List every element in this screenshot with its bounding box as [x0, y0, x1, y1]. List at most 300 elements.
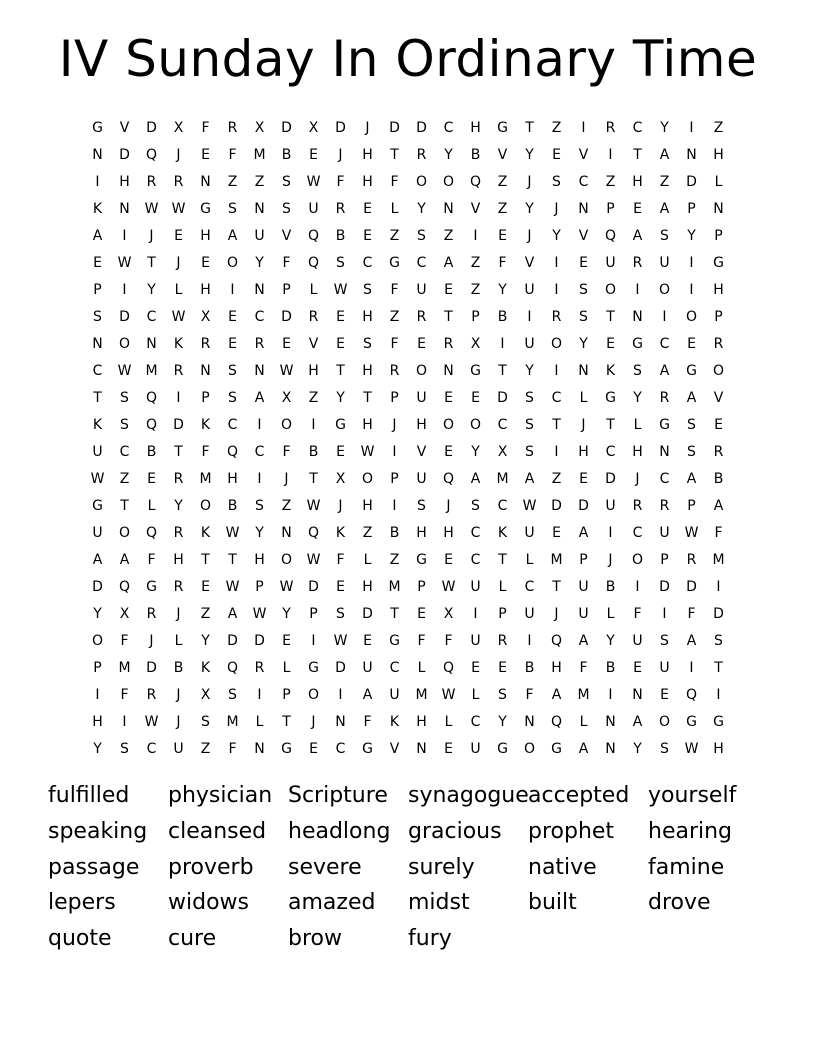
grid-letter: F [525, 686, 534, 703]
grid-letter: M [577, 686, 590, 703]
grid-letter: L [174, 632, 183, 649]
grid-letter: T [363, 389, 372, 406]
grid-letter: J [338, 497, 343, 514]
grid-letter: Q [685, 686, 698, 703]
grid-letter: G [335, 416, 346, 433]
grid-letter: O [631, 551, 644, 568]
grid-letter: I [95, 173, 100, 190]
grid-letter: O [658, 713, 671, 730]
grid-letter: C [416, 254, 427, 271]
grid-letter: C [146, 740, 157, 757]
grid-letter: I [257, 470, 262, 487]
grid-letter: I [581, 119, 586, 136]
grid-letter: P [282, 281, 291, 298]
grid-letter: W [279, 362, 294, 379]
grid-letter: Q [226, 659, 239, 676]
grid-letter: L [471, 686, 480, 703]
grid-letter: U [578, 605, 589, 622]
grid-letter: R [173, 362, 184, 379]
page-title: IV Sunday In Ordinary Time [58, 30, 758, 88]
grid-letter: I [635, 281, 640, 298]
word-bank-item: famine [648, 854, 725, 880]
grid-letter: R [254, 335, 265, 352]
grid-letter: C [362, 254, 373, 271]
grid-letter: F [714, 524, 723, 541]
grid-letter: T [174, 443, 183, 460]
grid-letter: S [417, 227, 426, 244]
grid-letter: C [470, 713, 481, 730]
grid-letter: W [252, 605, 267, 622]
grid-letter: I [554, 254, 559, 271]
grid-letter: G [497, 119, 508, 136]
grid-letter: U [470, 740, 481, 757]
grid-letter: I [95, 686, 100, 703]
grid-letter: F [687, 605, 696, 622]
word-bank-item: built [528, 890, 577, 916]
grid-letter: S [120, 740, 129, 757]
grid-letter: V [578, 227, 589, 244]
grid-row [84, 168, 732, 195]
grid-letter: N [713, 200, 724, 217]
grid-letter: Y [93, 740, 102, 757]
grid-letter: X [173, 119, 184, 136]
grid-letter: U [416, 281, 427, 298]
grid-letter: I [257, 686, 262, 703]
grid-letter: S [579, 308, 588, 325]
grid-letter: W [225, 524, 240, 541]
grid-letter: B [281, 146, 292, 163]
grid-letter: E [228, 335, 237, 352]
grid-letter: P [579, 551, 588, 568]
grid-letter: E [201, 578, 210, 595]
grid-letter: R [416, 308, 427, 325]
grid-letter: Q [307, 254, 320, 271]
grid-row [84, 546, 732, 573]
grid-letter: H [416, 524, 427, 541]
grid-letter: A [632, 713, 643, 730]
grid-letter: H [416, 416, 427, 433]
grid-letter: R [173, 173, 184, 190]
grid-letter: D [605, 470, 616, 487]
grid-letter: G [686, 362, 697, 379]
grid-letter: U [362, 659, 373, 676]
grid-letter: S [120, 416, 129, 433]
grid-letter: Y [471, 443, 480, 460]
grid-letter: Y [201, 632, 210, 649]
grid-letter: P [282, 686, 291, 703]
grid-letter: H [362, 308, 373, 325]
grid-letter: D [686, 173, 697, 190]
grid-letter: Q [550, 632, 563, 649]
grid-letter: A [443, 254, 454, 271]
grid-letter: T [633, 146, 642, 163]
grid-letter: A [578, 524, 589, 541]
grid-letter: P [390, 389, 399, 406]
grid-letter: Z [200, 605, 211, 622]
grid-letter: I [338, 686, 343, 703]
grid-letter: U [524, 281, 535, 298]
grid-letter: T [390, 146, 399, 163]
grid-letter: B [146, 443, 157, 460]
grid-letter: K [605, 362, 616, 379]
grid-letter: A [362, 686, 373, 703]
grid-letter: P [687, 497, 696, 514]
grid-letter: A [578, 632, 589, 649]
grid-letter: B [389, 524, 400, 541]
grid-letter: N [92, 146, 103, 163]
grid-letter: C [443, 119, 454, 136]
grid-letter: I [392, 443, 397, 460]
grid-letter: E [228, 308, 237, 325]
grid-letter: W [90, 470, 105, 487]
grid-letter: B [605, 578, 616, 595]
grid-letter: E [336, 308, 345, 325]
grid-letter: H [92, 713, 103, 730]
grid-letter: Q [307, 524, 320, 541]
grid-letter: S [471, 497, 480, 514]
grid-letter: L [606, 605, 615, 622]
grid-letter: E [336, 443, 345, 460]
word-bank-item: physician [168, 783, 273, 808]
grid-letter: X [443, 605, 454, 622]
grid-letter: U [659, 524, 670, 541]
word-bank-item: Scripture [288, 783, 388, 808]
grid-letter: W [684, 524, 699, 541]
grid-letter: D [92, 578, 103, 595]
grid-letter: W [333, 632, 348, 649]
grid-letter: U [605, 497, 616, 514]
grid-letter: D [119, 308, 130, 325]
grid-letter: B [173, 659, 184, 676]
grid-letter: X [335, 470, 346, 487]
grid-letter: S [633, 362, 642, 379]
grid-letter: T [309, 470, 318, 487]
grid-letter: L [390, 200, 399, 217]
grid-letter: S [228, 362, 237, 379]
grid-letter: H [200, 227, 211, 244]
grid-letter: P [201, 389, 210, 406]
grid-row [84, 735, 732, 762]
word-bank-item: prophet [528, 818, 615, 844]
grid-letter: G [389, 632, 400, 649]
grid-letter: V [119, 119, 130, 136]
grid-letter: Q [145, 389, 158, 406]
grid-letter: Y [687, 227, 696, 244]
word-bank-item: synagogue [408, 783, 529, 808]
grid-letter: S [498, 686, 507, 703]
grid-letter: X [200, 308, 211, 325]
grid-letter: T [336, 362, 345, 379]
grid-letter: J [176, 254, 181, 271]
grid-letter: L [174, 281, 183, 298]
grid-letter: E [363, 632, 372, 649]
grid-letter: S [120, 389, 129, 406]
grid-letter: L [498, 578, 507, 595]
grid-letter: E [201, 254, 210, 271]
grid-letter: Z [281, 497, 292, 514]
grid-letter: U [578, 578, 589, 595]
grid-letter: L [633, 416, 642, 433]
grid-row [84, 627, 732, 654]
grid-letter: X [497, 443, 508, 460]
grid-letter: K [335, 524, 346, 541]
grid-letter: A [227, 227, 238, 244]
grid-letter: W [522, 497, 537, 514]
grid-letter: R [173, 578, 184, 595]
grid-letter: R [173, 470, 184, 487]
grid-letter: G [92, 119, 103, 136]
grid-letter: E [579, 254, 588, 271]
grid-letter: G [200, 200, 211, 217]
grid-letter: T [552, 578, 561, 595]
grid-letter: F [579, 659, 588, 676]
grid-letter: Y [498, 713, 507, 730]
grid-letter: B [524, 659, 535, 676]
grid-letter: V [308, 335, 319, 352]
grid-letter: D [713, 605, 724, 622]
grid-letter: Y [633, 740, 642, 757]
grid-letter: C [524, 578, 535, 595]
grid-letter: I [608, 686, 613, 703]
grid-letter: F [633, 605, 642, 622]
word-bank-item: severe [288, 854, 362, 880]
grid-letter: J [554, 605, 559, 622]
grid-letter: O [280, 416, 293, 433]
grid-letter: O [604, 281, 617, 298]
grid-letter: D [389, 119, 400, 136]
grid-letter: I [311, 632, 316, 649]
grid-letter: E [417, 335, 426, 352]
grid-letter: I [716, 578, 721, 595]
word-bank-item: brow [288, 926, 342, 952]
grid-letter: S [336, 605, 345, 622]
grid-letter: Z [443, 227, 454, 244]
grid-letter: W [171, 200, 186, 217]
grid-letter: V [416, 443, 427, 460]
grid-letter: N [254, 740, 265, 757]
grid-row [84, 708, 732, 735]
grid-letter: G [146, 578, 157, 595]
grid-letter: I [392, 497, 397, 514]
grid-letter: E [201, 146, 210, 163]
grid-letter: N [605, 713, 616, 730]
grid-letter: Z [227, 173, 238, 190]
grid-letter: Y [633, 389, 642, 406]
grid-letter: Z [497, 173, 508, 190]
grid-letter: C [578, 173, 589, 190]
grid-letter: F [363, 713, 372, 730]
grid-letter: U [659, 254, 670, 271]
grid-letter: T [201, 551, 210, 568]
grid-letter: Y [525, 200, 534, 217]
grid-letter: M [253, 146, 266, 163]
grid-letter: C [335, 740, 346, 757]
grid-letter: F [336, 551, 345, 568]
grid-letter: U [524, 524, 535, 541]
grid-letter: I [500, 335, 505, 352]
grid-row [84, 276, 732, 303]
grid-letter: C [227, 416, 238, 433]
grid-letter: N [119, 200, 130, 217]
grid-letter: H [551, 659, 562, 676]
grid-letter: W [279, 578, 294, 595]
grid-letter: B [713, 470, 724, 487]
grid-letter: F [228, 146, 237, 163]
grid-letter: E [417, 605, 426, 622]
grid-letter: X [254, 119, 265, 136]
grid-letter: Y [417, 200, 426, 217]
grid-letter: A [713, 497, 724, 514]
grid-letter: E [282, 335, 291, 352]
grid-letter: S [363, 335, 372, 352]
grid-letter: Z [389, 551, 400, 568]
grid-letter: P [417, 578, 426, 595]
grid-letter: C [632, 524, 643, 541]
grid-letter: Z [713, 119, 724, 136]
grid-letter: A [686, 389, 697, 406]
grid-letter: J [311, 713, 316, 730]
grid-letter: F [390, 335, 399, 352]
grid-letter: D [497, 389, 508, 406]
word-bank-item: native [528, 854, 597, 880]
grid-letter: I [311, 416, 316, 433]
grid-letter: A [659, 362, 670, 379]
grid-letter: M [388, 578, 401, 595]
grid-letter: S [228, 200, 237, 217]
grid-letter: I [608, 524, 613, 541]
grid-letter: E [444, 443, 453, 460]
grid-letter: O [361, 470, 374, 487]
grid-letter: I [689, 281, 694, 298]
grid-row [84, 600, 732, 627]
grid-letter: Q [145, 416, 158, 433]
grid-letter: N [200, 173, 211, 190]
grid-letter: A [227, 605, 238, 622]
grid-letter: S [363, 281, 372, 298]
grid-letter: A [524, 470, 535, 487]
grid-letter: J [149, 227, 154, 244]
grid-letter: I [554, 281, 559, 298]
grid-letter: D [281, 308, 292, 325]
grid-row [84, 573, 732, 600]
grid-letter: T [147, 254, 156, 271]
grid-letter: T [714, 659, 723, 676]
grid-row [84, 438, 732, 465]
grid-letter: I [554, 443, 559, 460]
grid-letter: D [659, 578, 670, 595]
grid-letter: C [551, 389, 562, 406]
grid-letter: P [714, 227, 723, 244]
grid-letter: S [660, 740, 669, 757]
grid-letter: C [254, 308, 265, 325]
grid-letter: N [335, 713, 346, 730]
grid-letter: S [525, 389, 534, 406]
grid-letter: K [200, 659, 211, 676]
grid-letter: U [254, 227, 265, 244]
grid-letter: Y [147, 281, 156, 298]
word-bank-item: yourself [648, 783, 737, 808]
grid-letter: V [389, 740, 400, 757]
word-bank-item: speaking [48, 818, 148, 844]
grid-letter: H [362, 362, 373, 379]
grid-letter: T [606, 416, 615, 433]
grid-letter: C [632, 119, 643, 136]
grid-letter: O [442, 173, 455, 190]
grid-letter: F [498, 254, 507, 271]
grid-letter: N [254, 200, 265, 217]
grid-letter: U [605, 254, 616, 271]
grid-letter: F [390, 173, 399, 190]
grid-letter: N [146, 335, 157, 352]
grid-letter: O [712, 362, 725, 379]
grid-letter: G [470, 362, 481, 379]
grid-letter: D [362, 605, 373, 622]
grid-letter: N [632, 686, 643, 703]
grid-letter: P [471, 308, 480, 325]
grid-letter: V [713, 389, 724, 406]
grid-letter: P [309, 605, 318, 622]
grid-letter: H [119, 173, 130, 190]
grid-letter: R [173, 524, 184, 541]
grid-letter: Y [498, 281, 507, 298]
grid-letter: Q [226, 443, 239, 460]
grid-letter: C [659, 335, 670, 352]
grid-letter: F [228, 740, 237, 757]
grid-letter: A [254, 389, 265, 406]
grid-row [84, 330, 732, 357]
grid-letter: Y [174, 497, 183, 514]
grid-letter: Q [604, 227, 617, 244]
grid-letter: O [199, 497, 212, 514]
grid-letter: Y [255, 254, 264, 271]
word-bank-item: quote [48, 926, 112, 952]
grid-letter: R [713, 335, 724, 352]
grid-letter: L [525, 551, 534, 568]
grid-letter: K [92, 416, 103, 433]
grid-letter: T [93, 389, 102, 406]
grid-letter: Y [336, 389, 345, 406]
grid-letter: N [416, 740, 427, 757]
grid-letter: O [523, 740, 536, 757]
grid-letter: H [578, 443, 589, 460]
grid-letter: O [118, 335, 131, 352]
grid-letter: Y [525, 362, 534, 379]
grid-letter: N [254, 281, 265, 298]
grid-letter: P [390, 470, 399, 487]
grid-letter: C [146, 308, 157, 325]
grid-letter: E [444, 551, 453, 568]
grid-letter: I [554, 362, 559, 379]
grid-letter: A [92, 227, 103, 244]
word-bank-item: headlong [288, 818, 391, 844]
grid-letter: C [389, 659, 400, 676]
grid-letter: Q [442, 470, 455, 487]
grid-letter: S [660, 632, 669, 649]
grid-letter: Z [308, 389, 319, 406]
grid-letter: R [254, 659, 265, 676]
grid-letter: V [497, 146, 508, 163]
word-bank-item: fury [408, 926, 452, 952]
grid-letter: B [227, 497, 238, 514]
grid-letter: U [524, 605, 535, 622]
word-bank-item: hearing [648, 818, 733, 844]
grid-letter: E [282, 632, 291, 649]
grid-letter: M [199, 470, 212, 487]
grid-letter: Y [552, 227, 561, 244]
grid-letter: A [632, 227, 643, 244]
grid-letter: U [92, 524, 103, 541]
grid-letter: F [147, 551, 156, 568]
